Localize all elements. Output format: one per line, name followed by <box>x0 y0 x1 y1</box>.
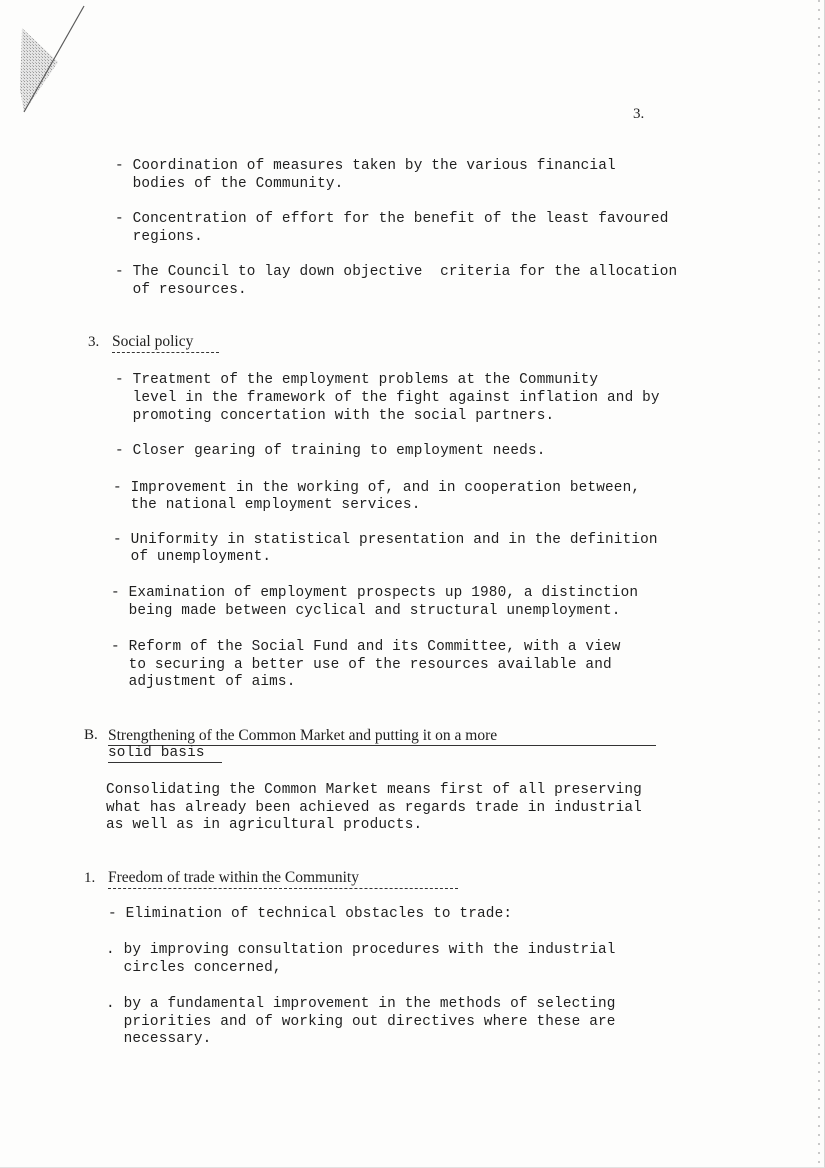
sub-list-item-continuation: necessary. <box>106 1031 212 1047</box>
heading-underline <box>108 762 222 763</box>
sub-list-item: . by a fundamental improvement in the methods of selecting <box>106 996 616 1012</box>
paragraph-line: as well as in agricultural products. <box>106 817 423 833</box>
list-item: - Concentration of effort for the benefit of the least favoured <box>115 211 669 227</box>
list-item: - Closer gearing of training to employment needs. <box>115 443 546 459</box>
list-item-continuation: level in the framework of the fight against inflation and by <box>115 390 660 406</box>
list-item: - Coordination of measures taken by the various financial <box>115 158 616 174</box>
list-item-continuation: bodies of the Community. <box>115 176 344 192</box>
scan-corner-mark <box>0 0 100 130</box>
list-item: - Improvement in the working of, and in cooperation between, <box>113 480 641 496</box>
list-item: - Examination of employment prospects up 1980, a distinction <box>111 585 639 601</box>
sub-list-item: . by improving consultation procedures with the industrial <box>106 942 616 958</box>
paragraph-line: what has already been achieved as regards trade in industrial <box>106 800 642 816</box>
section-heading-continuation: solid basis <box>108 745 205 761</box>
section-heading-social-policy: Social policy <box>112 333 194 350</box>
sub-list-item-continuation: priorities and of working out directives where these are <box>106 1014 616 1030</box>
heading-underline <box>112 352 219 353</box>
list-item-continuation: of resources. <box>115 282 247 298</box>
list-item: - Reform of the Social Fund and its Committee, with a view <box>111 639 621 655</box>
list-item: - Elimination of technical obstacles to trade: <box>108 906 513 922</box>
list-item-continuation: the national employment services. <box>113 497 421 513</box>
section-number: 3. <box>88 334 100 350</box>
section-heading-common-market: Strengthening of the Common Market and putting it on a more <box>108 727 498 744</box>
section-letter: B. <box>84 727 98 743</box>
list-item: - Uniformity in statistical presentation and in the definition <box>113 532 658 548</box>
scan-edge <box>818 0 820 1168</box>
list-item-continuation: being made between cyclical and structural unemployment. <box>111 603 621 619</box>
heading-underline <box>108 888 458 889</box>
list-item-continuation: adjustment of aims. <box>111 674 296 690</box>
list-item-continuation: to securing a better use of the resources available and <box>111 657 612 673</box>
sub-list-item-continuation: circles concerned, <box>106 960 282 976</box>
list-item-continuation: of unemployment. <box>113 549 272 565</box>
list-item: - The Council to lay down objective criteria for the allocation <box>115 264 678 280</box>
list-item: - Treatment of the employment problems at the Community <box>115 372 599 388</box>
section-heading-freedom-of-trade: Freedom of trade within the Community <box>108 869 359 886</box>
paragraph-line: Consolidating the Common Market means first of all preserving <box>106 782 642 798</box>
list-item-continuation: regions. <box>115 229 203 245</box>
list-item-continuation: promoting concertation with the social partners. <box>115 408 555 424</box>
page-number: 3. <box>633 106 645 122</box>
section-number: 1. <box>84 870 96 886</box>
